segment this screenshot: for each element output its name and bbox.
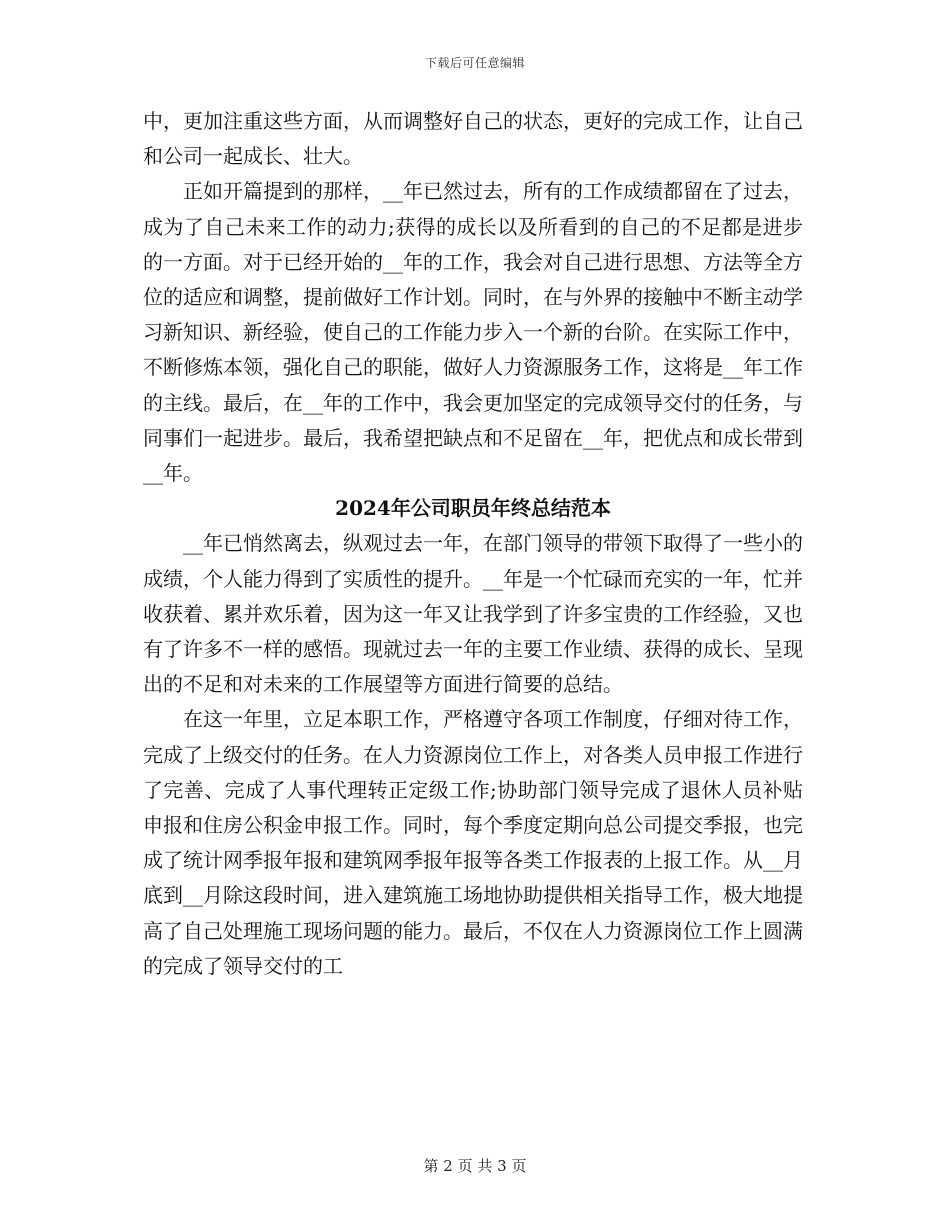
section-title: 2024年公司职员年终总结范本 bbox=[335, 496, 611, 521]
document-body bbox=[143, 104, 803, 984]
paragraph-continuation: 中，更加注重这些方面，从而调整好自己的状态，更好的完成工作，让自己和公司一起成长、壮大。 bbox=[143, 109, 803, 169]
page-footer: 第 2 页 共 3 页 bbox=[423, 1157, 527, 1175]
paragraph: 在这一年里，立足本职工作，严格遵守各项工作制度，仔细对待工作，完成了上级交付的任务。在人力资源岗位工作上，对各类人员申报工作进行了完善、完成了人事代理转正定级工作;协助部门领导完成了退休人员补贴申报和住房公积金申报工作。同时，每个季度定期向总公司提交季报，也完成了统计网季报年报和建筑网季报年报等各类工作报表的上报工作。从__月底到__月除这段时间，进入建筑施工场地协助提供相关指导工作，极大地提高了自己处理施工现场问题的能力。最后，不仅在人力资源岗位工作上圆满的完成了领导交付的工 bbox=[143, 707, 803, 978]
paragraph: 正如开篇提到的那样，__年已然过去，所有的工作成绩都留在了过去，成为了自己未来工作的动力;获得的成长以及所看到的自己的不足都是进步的一方面。对于已经开始的__年的工作，我会对自己进行思想、方法等全方位的适应和调整，提前做好工作计划。同时，在与外界的接触中不断主动学习新知识、新经验，使自己的工作能力步入一个新的台阶。在实际工作中，不断修炼本领，强化自己的职能，做好人力资源服务工作，这将是__年工作的主线。最后，在__年的工作中，我会更加坚定的完成领导交付的任务，与同事们一起进步。最后，我希望把缺点和不足留在__年，把优点和成长带到__年。 bbox=[143, 179, 803, 486]
page-header: 下载后可任意编辑 bbox=[424, 56, 525, 70]
paragraph: __年已悄然离去，纵观过去一年，在部门领导的带领下取得了一些小的成绩，个人能力得到了实质性的提升。__年是一个忙碌而充实的一年，忙并收获着、累并欢乐着，因为这一年又让我学到了许多宝贵的工作经验，又也有了许多不一样的感悟。现就过去一年的主要工作业绩、获得的成长、呈现出的不足和对未来的工作展望等方面进行简要的总结。 bbox=[143, 531, 803, 697]
